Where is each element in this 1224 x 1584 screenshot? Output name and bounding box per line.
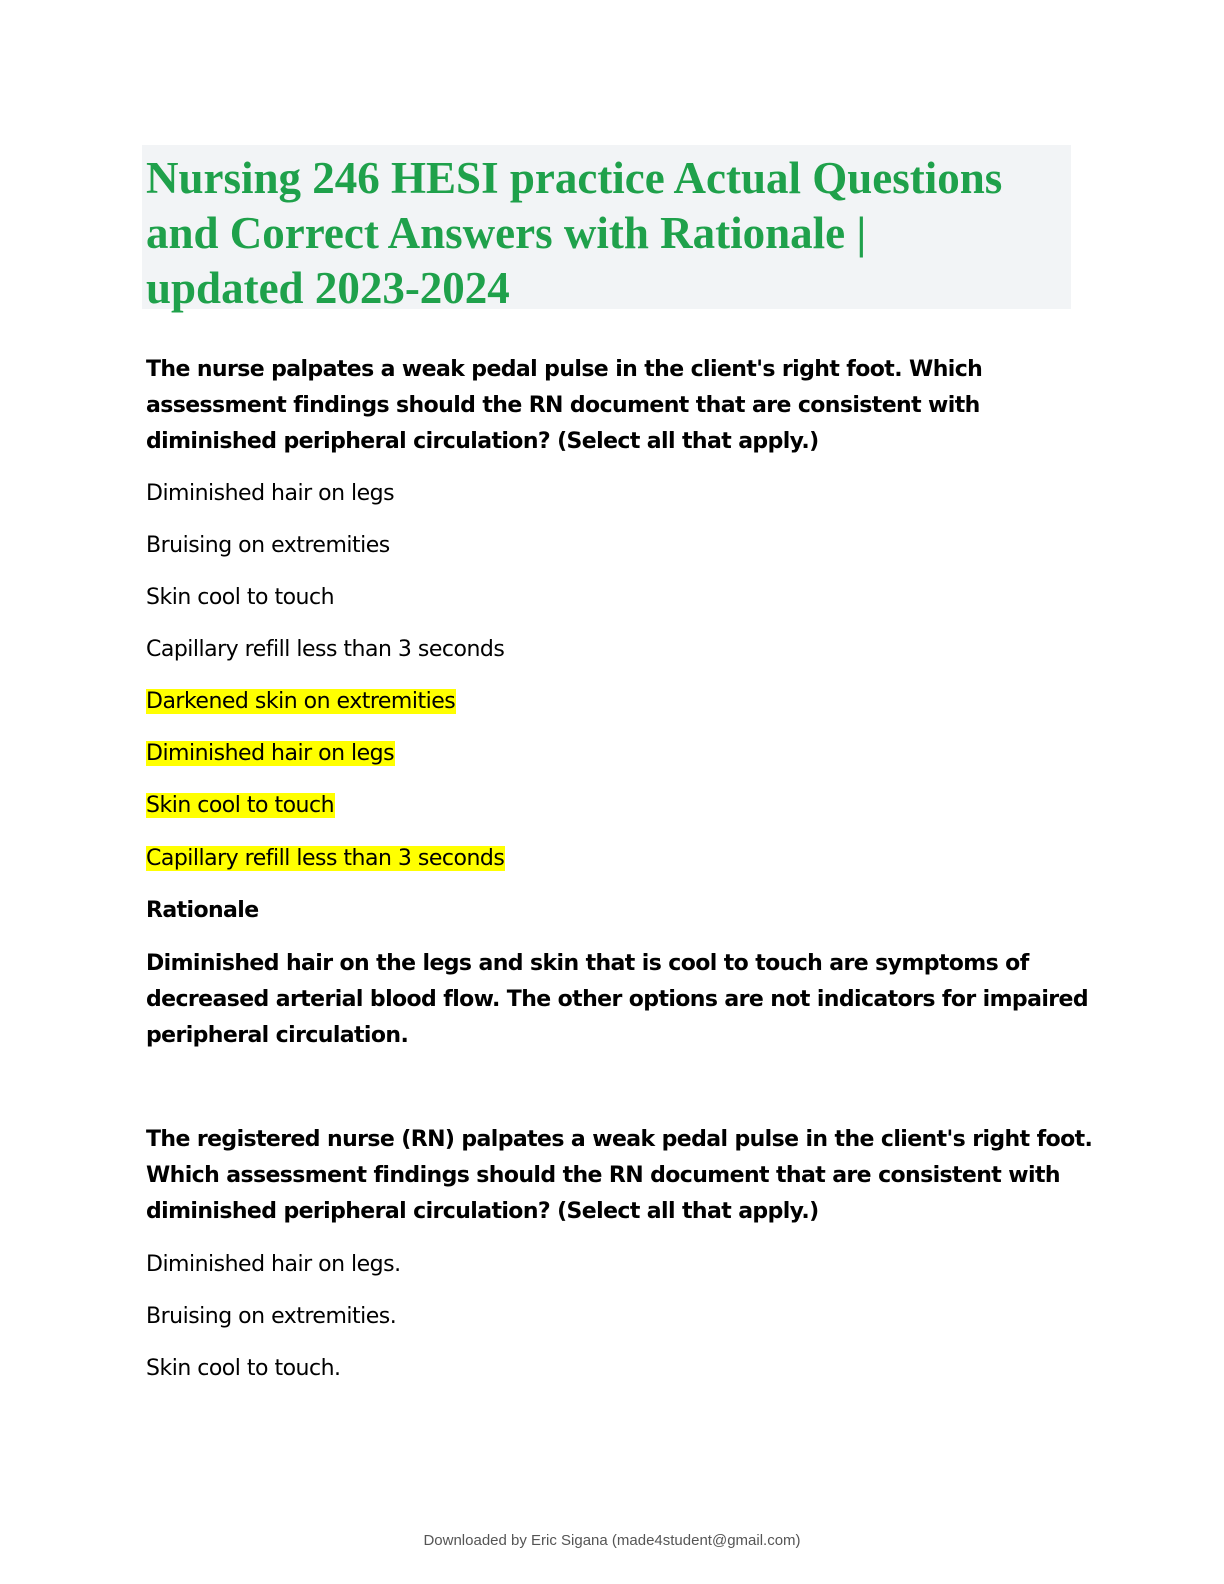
rationale-text-line: peripheral circulation.: [146, 1023, 409, 1048]
question-1-text-line: The nurse palpates a weak pedal pulse in the client's right foot. Which: [146, 357, 983, 382]
answer-option: Bruising on extremities: [146, 533, 390, 558]
highlighted-answer-text: Darkened skin on extremities: [146, 689, 456, 714]
title-line: updated 2023-2024: [146, 263, 510, 313]
rationale-label: Rationale: [146, 898, 259, 923]
question-2-text-line: Which assessment findings should the RN document that are consistent with: [146, 1163, 1060, 1188]
answer-option: Skin cool to touch.: [146, 1356, 341, 1381]
highlighted-answer-text: Capillary refill less than 3 seconds: [146, 846, 505, 871]
highlighted-answer: [146, 845, 505, 873]
answer-option: Diminished hair on legs: [146, 481, 395, 506]
document-title: [142, 145, 1071, 313]
highlighted-answer: [146, 688, 456, 716]
answer-option: Skin cool to touch: [146, 585, 335, 610]
title-line: Nursing 246 HESI practice Actual Questions: [146, 153, 1003, 203]
download-footer: Downloaded by Eric Sigana (made4student@gmail.com): [423, 1532, 801, 1549]
answer-option: Capillary refill less than 3 seconds: [146, 637, 505, 662]
answer-option: Diminished hair on legs.: [146, 1252, 401, 1277]
answer-option: Bruising on extremities.: [146, 1304, 397, 1329]
rationale-text-line: decreased arterial blood flow. The other options are not indicators for impaired: [146, 987, 1088, 1012]
highlighted-answer-text: Diminished hair on legs: [146, 741, 395, 766]
question-1-text-line: assessment findings should the RN document that are consistent with: [146, 393, 980, 418]
rationale-text-line: Diminished hair on the legs and skin that is cool to touch are symptoms of: [146, 951, 1029, 976]
question-2-text-line: The registered nurse (RN) palpates a weak pedal pulse in the client's right foot.: [146, 1127, 1093, 1152]
highlighted-answer: [146, 792, 335, 820]
highlighted-answer: [146, 740, 395, 768]
question-1-text-line: diminished peripheral circulation? (Select all that apply.): [146, 429, 819, 454]
question-2-text-line: diminished peripheral circulation? (Select all that apply.): [146, 1199, 819, 1224]
title-line: and Correct Answers with Rationale |: [146, 208, 867, 258]
highlighted-answer-text: Skin cool to touch: [146, 793, 335, 818]
